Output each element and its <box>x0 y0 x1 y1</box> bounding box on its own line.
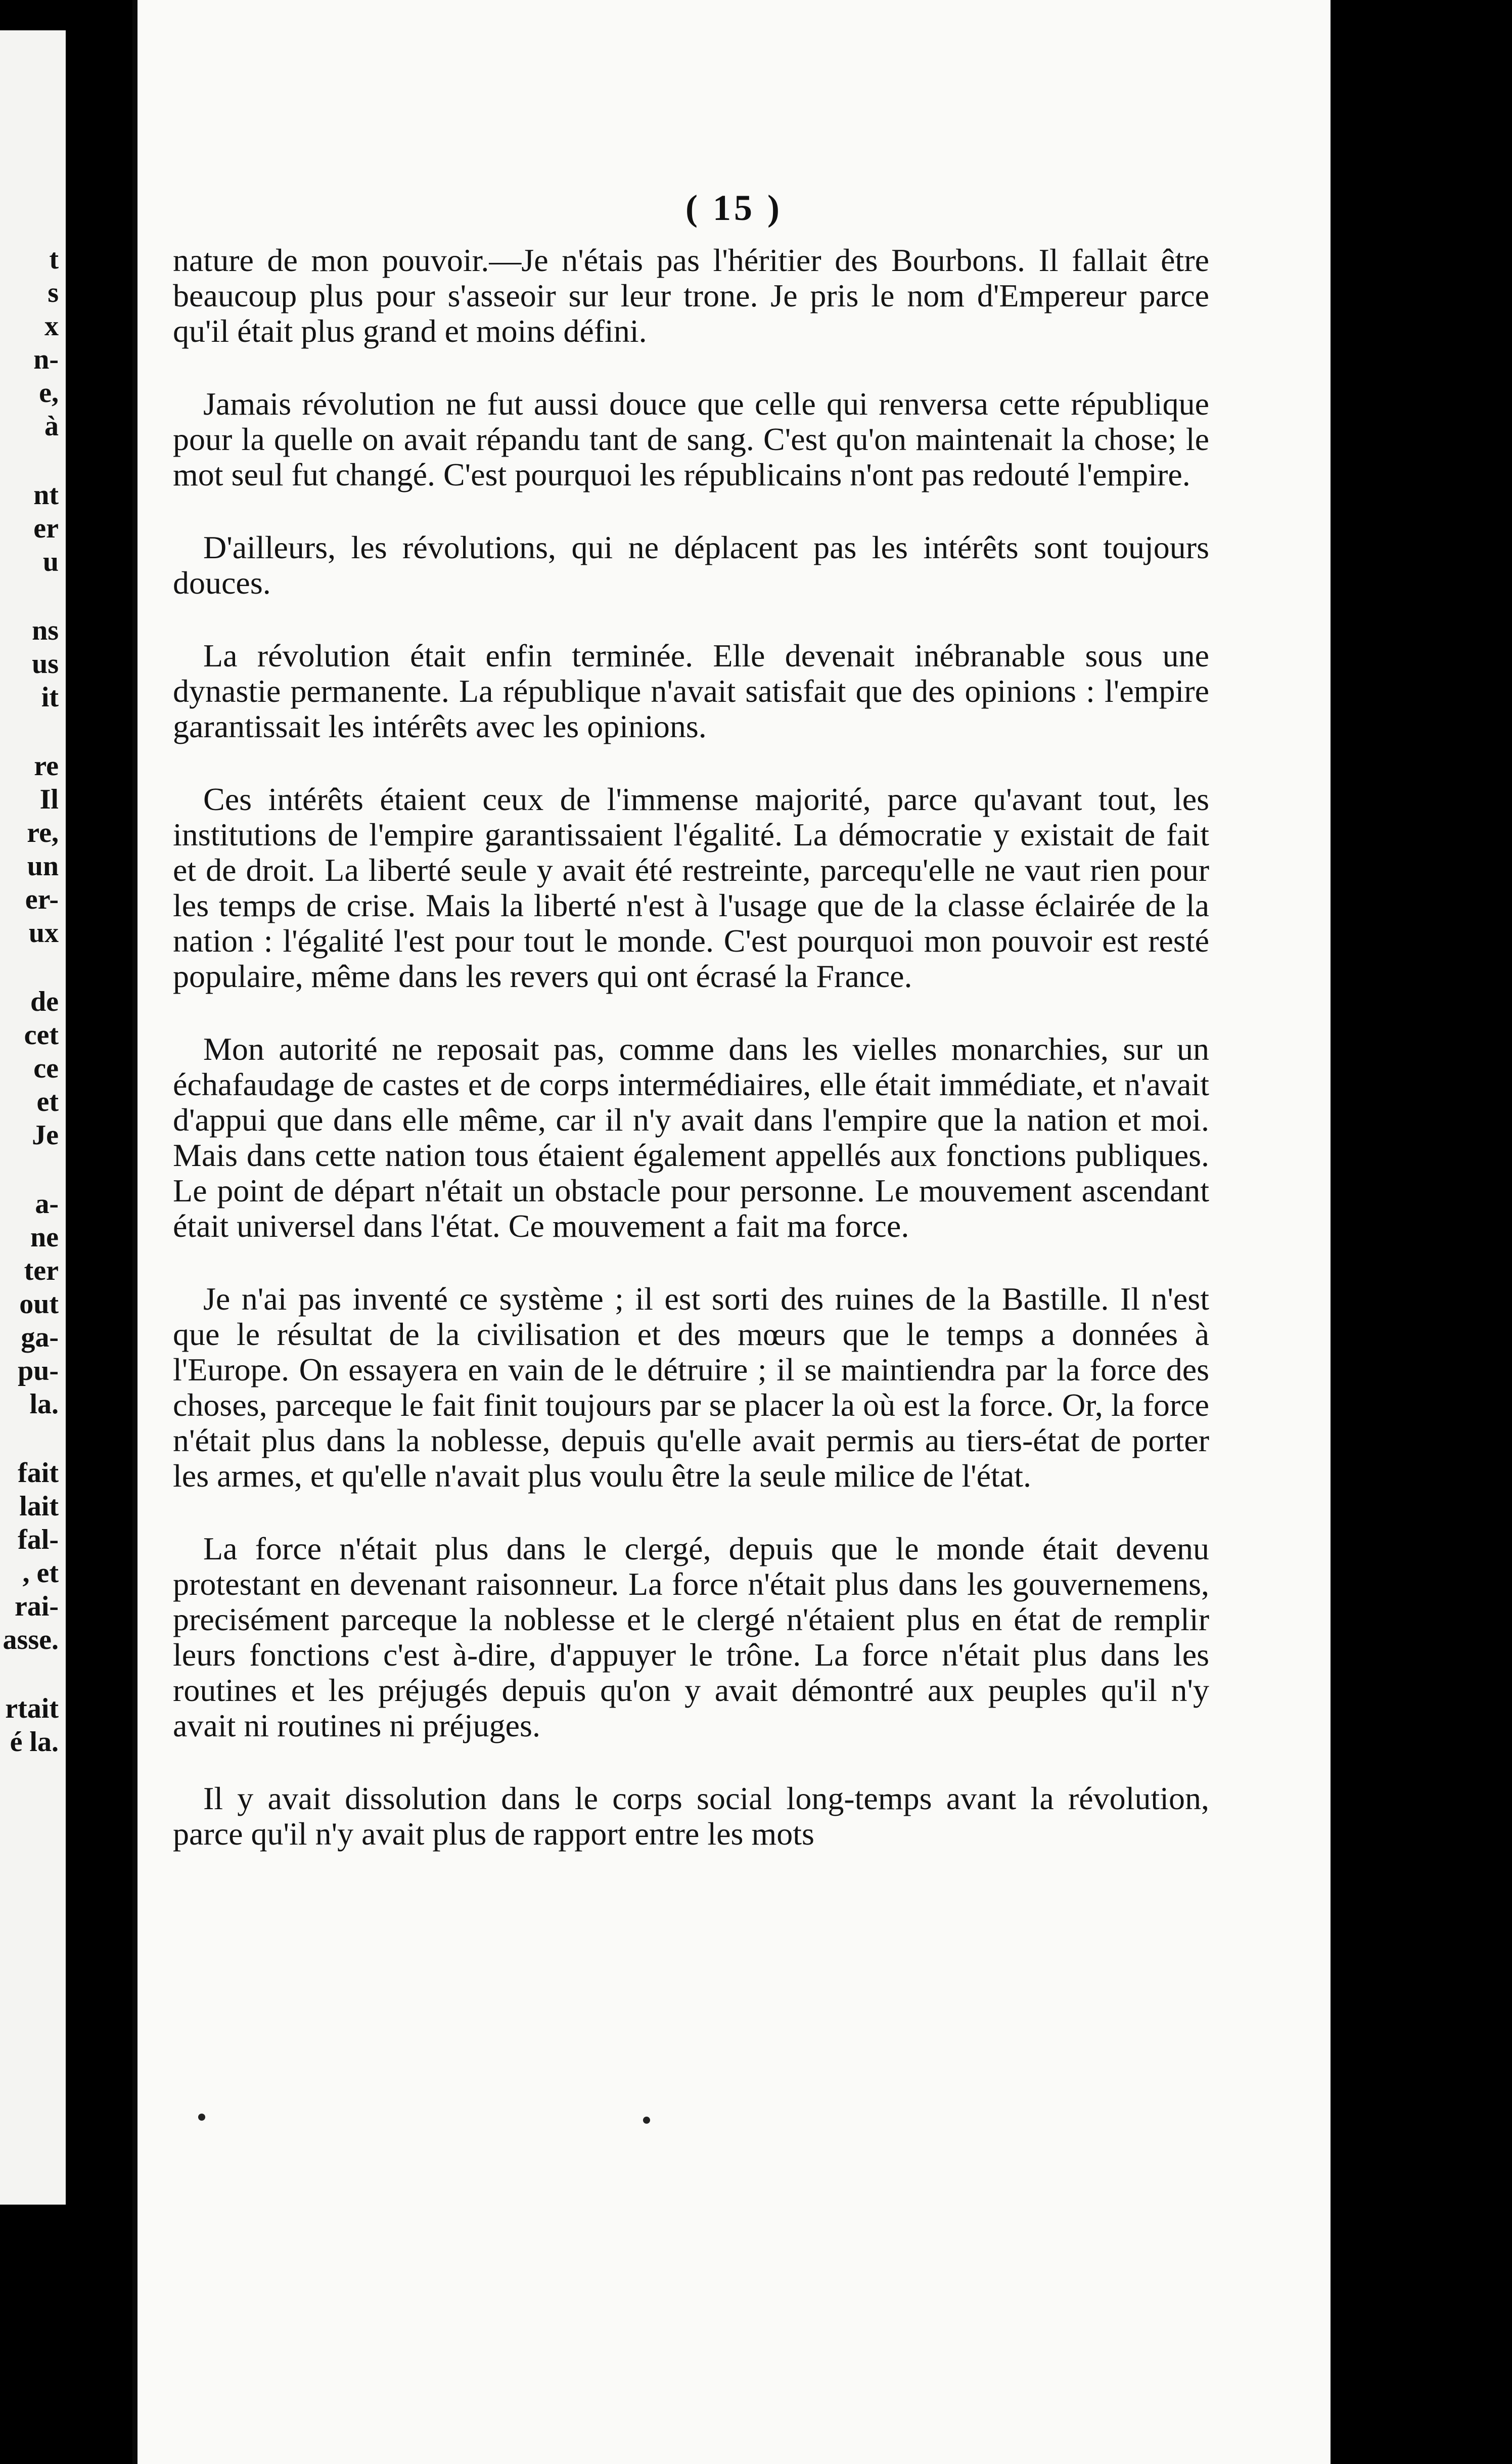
left-page-fragment: fal- <box>18 1524 59 1555</box>
left-page-fragment: , et <box>22 1557 59 1589</box>
left-page-fragment: à <box>44 411 59 442</box>
left-page-fragment: cet <box>24 1019 59 1051</box>
left-page-fragment: ga- <box>21 1322 59 1353</box>
paragraph: D'ailleurs, les révolutions, qui ne déplacent pas les intérêts sont toujours douces. <box>173 529 1209 601</box>
left-page-fragment: Il <box>39 784 59 815</box>
left-page-text-fragments <box>0 243 66 1759</box>
left-page-fragment: re <box>34 750 59 782</box>
left-page-fragment: pu- <box>18 1355 59 1386</box>
paragraph: Il y avait dissolution dans le corps social long-temps avant la révolution, parce qu'il n'y avait plus de rapport entre les mots <box>173 1780 1209 1852</box>
left-page-fragment: lait <box>19 1491 59 1522</box>
left-page-fragment: de <box>30 986 59 1017</box>
paragraph: La révolution était enfin terminée. Elle devenait inébranable sous une dynastie permanente. La république n'avait satisfait que des opinions : l'empire garantissait les intérêts avec les opinions. <box>173 638 1209 744</box>
left-page-fragment: ter <box>24 1255 59 1286</box>
left-page-fragment: er <box>33 513 59 544</box>
left-page-fragment: a- <box>35 1188 59 1220</box>
left-page-fragment: er- <box>25 884 59 915</box>
paragraph: Ces intérêts étaient ceux de l'immense majorité, parce qu'avant tout, les institutions de l'empire garantissaient l'égalité. La démocratie y existait de fait et de droit. La liberté seule y avait été restreinte, parcequ'elle ne vaut rien pour les temps de crise. Mais la liberté n'est à l'usage que de la classe éclairée de la nation : l'égalité l'est pour tout le monde. C'est pourquoi mon pouvoir est resté populaire, même dans les revers qui ont écrasé la France. <box>173 781 1209 994</box>
left-page-fragment: u <box>42 546 59 577</box>
scan-background <box>1331 0 1512 2464</box>
left-page-fragment: fait <box>18 1457 59 1489</box>
left-page-fragment: asse. <box>3 1624 59 1655</box>
paragraph: nature de mon pouvoir.—Je n'étais pas l'héritier des Bourbons. Il fallait être beaucoup plus pour s'asseoir sur leur trone. Je pris le nom d'Empereur parce qu'il était plus grand et moins défini. <box>173 242 1209 349</box>
left-page-fragment: é la. <box>10 1726 59 1758</box>
page-body <box>173 243 1209 1889</box>
left-page-fragment: ce <box>33 1053 59 1084</box>
left-page-fragment: la. <box>29 1388 59 1420</box>
left-page-fragment: Je <box>32 1119 59 1151</box>
paragraph: Jamais révolution ne fut aussi douce que celle qui renversa cette république pour la quelle on avait répandu tant de sang. C'est qu'on maintenait la chose; le mot seul fut changé. C'est pourquoi les républicains n'ont pas redouté l'empire. <box>173 386 1209 492</box>
paragraph: Mon autorité ne reposait pas, comme dans les vielles monarchies, sur un échafaudage de castes et de corps intermédiaires, elle était immédiate, et n'avait d'appui que dans elle même, car il n'y avait dans l'empire que la nation et moi. Mais dans cette nation tous étaient également appellés aux fonctions publiques. Le point de départ n'était un obstacle pour personne. Le mouvement ascendant était universel dans l'état. Ce mouvement a fait ma force. <box>173 1031 1209 1244</box>
left-page-fragment: nt <box>33 479 59 511</box>
print-speck <box>643 2117 650 2124</box>
left-page-fragment: e, <box>39 377 59 409</box>
left-page-fragment: un <box>27 850 59 882</box>
left-page-fragment: out <box>19 1288 59 1320</box>
page-number: ( 15 ) <box>685 188 783 228</box>
paragraph: La force n'était plus dans le clergé, depuis que le monde était devenu protestant en devenant raisonneur. La force n'était plus dans les gouvernemens, precisément parceque la noblesse et le clergé n'étaient plus en état de remplir leurs fonctions c'est à-dire, d'appuyer le trône. La force n'était plus dans les routines et les préjugés depuis qu'on y avait démontré aux peuples qu'il n'y avait ni routines ni préjuges. <box>173 1531 1209 1743</box>
left-page-fragment: rtait <box>5 1693 59 1724</box>
left-page-fragment: rai- <box>14 1591 59 1622</box>
book-page <box>132 0 1331 2464</box>
left-page-fragment: us <box>32 648 59 680</box>
left-page-fragment: s <box>48 277 59 308</box>
left-page-fragment: ns <box>32 615 59 646</box>
left-page-fragment: n- <box>33 344 59 375</box>
paragraph: Je n'ai pas inventé ce système ; il est sorti des ruines de la Bastille. Il n'est que le résultat de la civilisation et des mœurs que le temps a données à l'Europe. On essayera en vain de le détruire ; il se maintiendra par la force des choses, parceque le fait finit toujours par se placer la où est la force. Or, la force n'était plus dans la noblesse, depuis qu'elle avait permis au tiers-état de porter les armes, et qu'elle n'avait plus voulu être la seule milice de l'état. <box>173 1281 1209 1494</box>
left-page-fragment: re, <box>27 817 59 848</box>
left-page-fragment: et <box>36 1086 59 1117</box>
print-speck <box>198 2114 205 2121</box>
left-page-fragment: ux <box>28 917 59 949</box>
print-specks <box>158 2114 1169 2134</box>
left-page-fragment: ne <box>30 1222 59 1253</box>
left-page-fragment: it <box>41 682 59 713</box>
left-facing-page <box>0 0 134 2464</box>
left-page-fragment: x <box>44 310 59 342</box>
left-page-fragment: t <box>49 244 59 275</box>
